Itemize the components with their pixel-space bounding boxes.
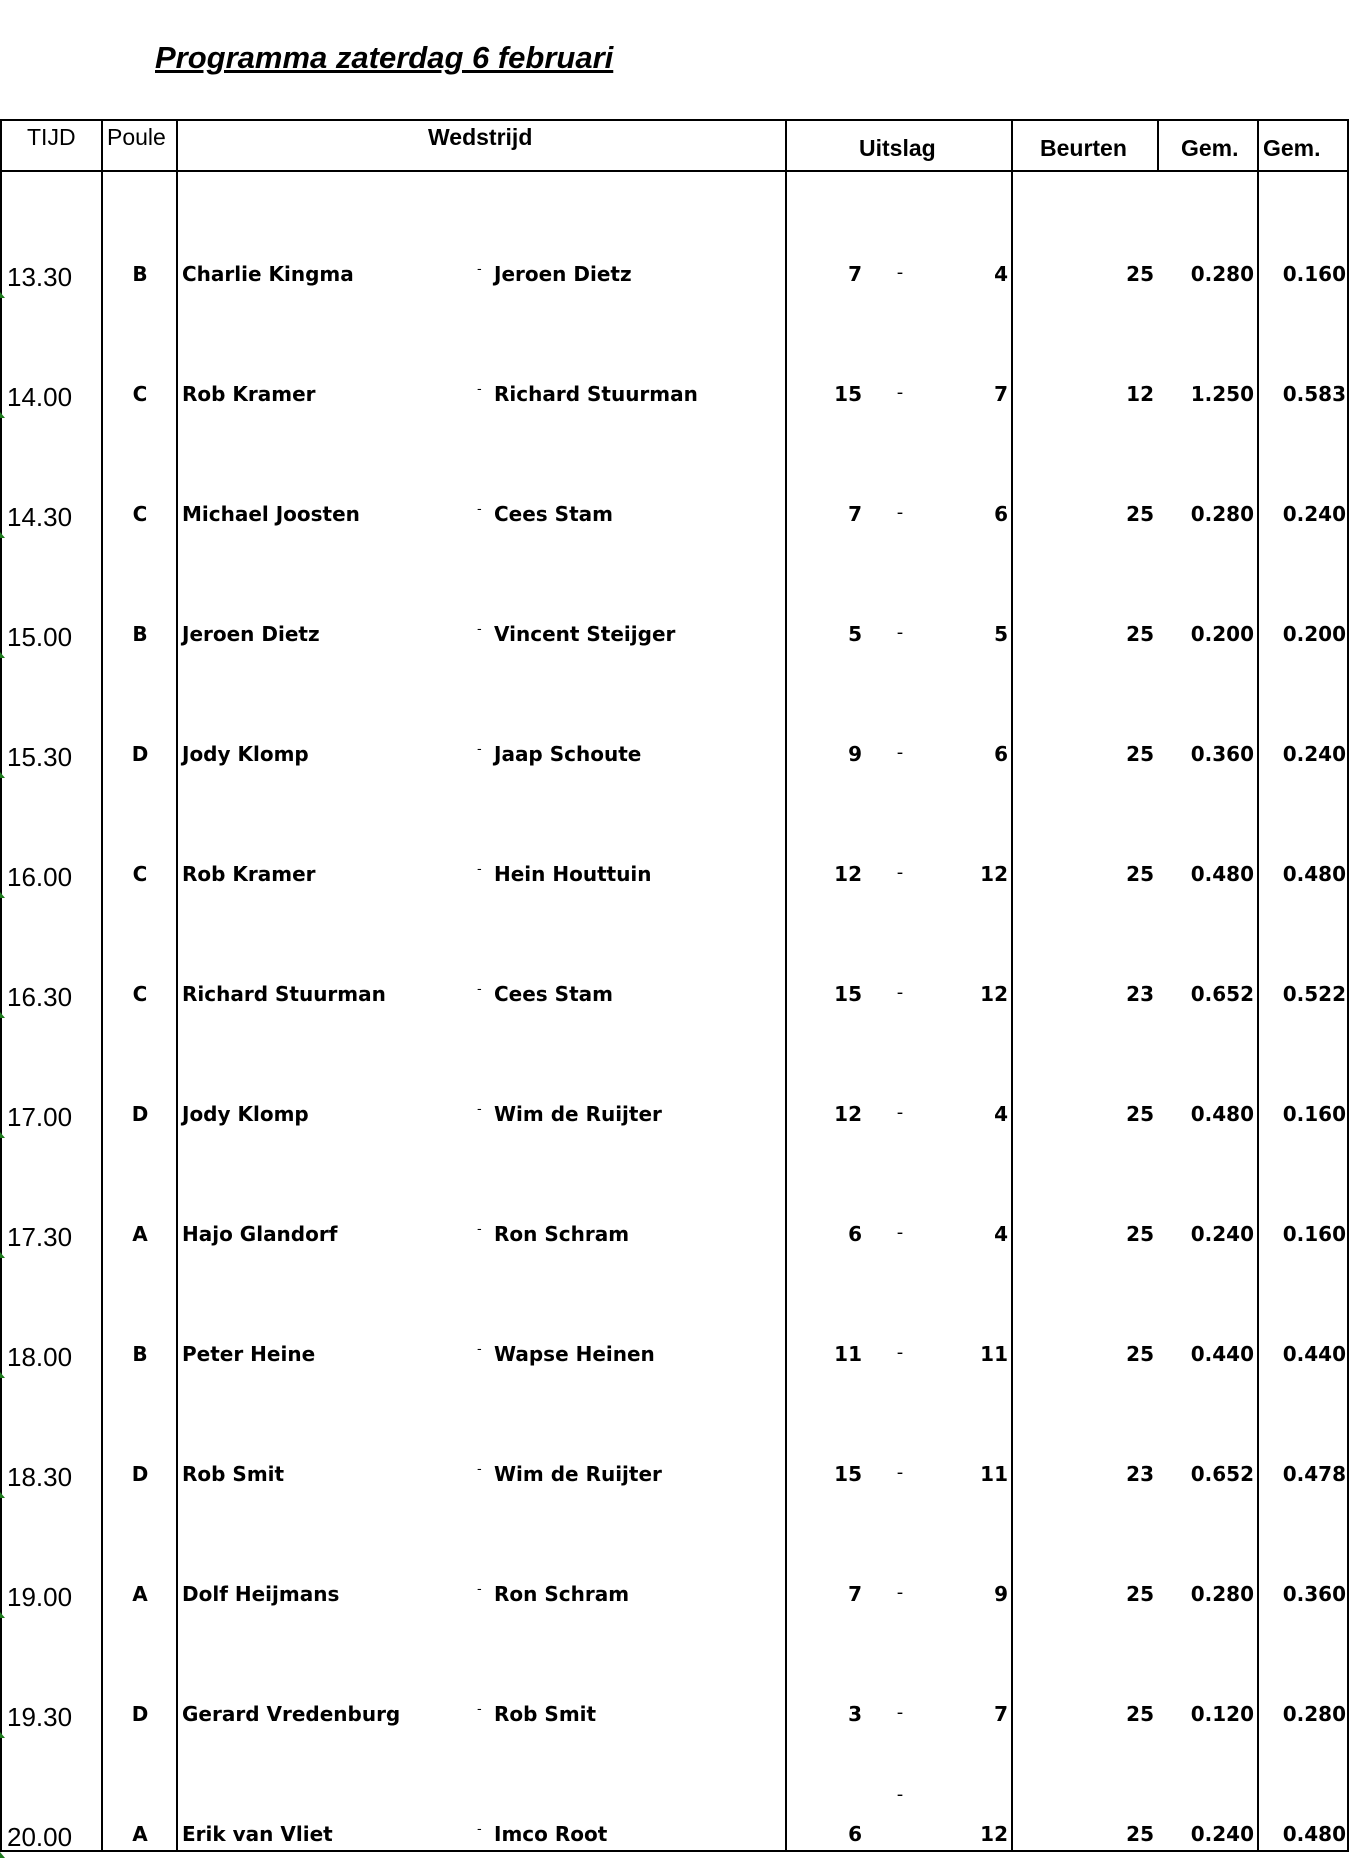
- gem1-cell: 0.240: [1190, 1822, 1254, 1846]
- gem2-cell: 0.480: [1282, 862, 1346, 886]
- poule-cell: C: [132, 862, 148, 886]
- score2-cell: 6: [994, 742, 1008, 766]
- score2-cell: 11: [980, 1462, 1008, 1486]
- gem2-cell: 0.240: [1282, 502, 1346, 526]
- player2-cell: Vincent Steijger: [494, 622, 676, 646]
- score1-cell: 12: [834, 862, 862, 886]
- header-poule: Poule: [107, 124, 166, 150]
- beurten-cell: 25: [1126, 1222, 1154, 1246]
- gem2-cell: 0.522: [1282, 982, 1346, 1006]
- gem1-cell: 0.652: [1190, 1462, 1254, 1486]
- player2-cell: Cees Stam: [494, 982, 613, 1006]
- beurten-cell: 12: [1126, 382, 1154, 406]
- score1-cell: 6: [848, 1222, 862, 1246]
- comment-marker-icon: [0, 412, 5, 418]
- gem2-cell: 0.160: [1282, 262, 1346, 286]
- player1-cell: Jody Klomp: [182, 742, 309, 766]
- comment-marker-icon: [0, 1372, 5, 1378]
- poule-cell: C: [132, 502, 148, 526]
- gem2-cell: 0.160: [1282, 1102, 1346, 1126]
- player2-cell: Wim de Ruijter: [494, 1102, 662, 1126]
- comment-marker-icon: [0, 652, 5, 658]
- score-separator: -: [896, 1222, 904, 1243]
- score2-cell: 4: [994, 262, 1008, 286]
- beurten-cell: 25: [1126, 1342, 1154, 1366]
- table-row: [0, 1462, 1349, 1502]
- header-gem-2: Gem.: [1263, 135, 1321, 161]
- beurten-cell: 25: [1126, 1102, 1154, 1126]
- score2-cell: 7: [994, 1702, 1008, 1726]
- score-separator: -: [896, 862, 904, 883]
- score1-cell: 15: [834, 982, 862, 1006]
- comment-marker-icon: [0, 1492, 5, 1498]
- score1-cell: 15: [834, 382, 862, 406]
- score2-cell: 7: [994, 382, 1008, 406]
- time-cell: 20.00: [7, 1822, 73, 1852]
- match-separator: -: [477, 502, 482, 517]
- table-row: [0, 502, 1349, 542]
- score2-cell: 12: [980, 1822, 1008, 1846]
- time-cell: 18.30: [7, 1462, 73, 1492]
- time-cell: 15.30: [7, 742, 73, 772]
- gem1-cell: 0.280: [1190, 502, 1254, 526]
- score-separator: -: [896, 1102, 904, 1123]
- match-separator: -: [477, 622, 482, 637]
- gem1-cell: 0.200: [1190, 622, 1254, 646]
- player1-cell: Rob Smit: [182, 1462, 285, 1486]
- poule-cell: D: [131, 1102, 149, 1126]
- gem2-cell: 0.160: [1282, 1222, 1346, 1246]
- score2-cell: 12: [980, 862, 1008, 886]
- beurten-cell: 25: [1126, 1582, 1154, 1606]
- gem2-cell: 0.280: [1282, 1702, 1346, 1726]
- score2-cell: 12: [980, 982, 1008, 1006]
- page-title: Programma zaterdag 6 februari: [155, 40, 614, 75]
- score-separator: -: [896, 1462, 904, 1483]
- poule-cell: A: [132, 1582, 148, 1606]
- score1-cell: 7: [848, 262, 862, 286]
- table-row: [0, 1702, 1349, 1742]
- beurten-cell: 25: [1126, 1702, 1154, 1726]
- time-cell: 16.30: [7, 982, 73, 1012]
- time-cell: 17.30: [7, 1222, 73, 1252]
- score-separator: -: [896, 262, 904, 283]
- player1-cell: Erik van Vliet: [182, 1822, 333, 1846]
- player1-cell: Hajo Glandorf: [182, 1222, 338, 1246]
- score1-cell: 12: [834, 1102, 862, 1126]
- score2-cell: 6: [994, 502, 1008, 526]
- beurten-cell: 23: [1126, 982, 1154, 1006]
- match-separator: -: [477, 1222, 482, 1237]
- score-separator: -: [896, 1582, 904, 1603]
- beurten-cell: 25: [1126, 862, 1154, 886]
- match-separator: -: [477, 382, 482, 397]
- player1-cell: Rob Kramer: [182, 862, 316, 886]
- gem2-cell: 0.583: [1282, 382, 1346, 406]
- poule-cell: B: [132, 1342, 148, 1366]
- poule-cell: C: [132, 982, 148, 1006]
- beurten-cell: 25: [1126, 502, 1154, 526]
- time-cell: 19.00: [7, 1582, 73, 1612]
- score1-cell: 9: [848, 742, 862, 766]
- table-row: [0, 262, 1349, 302]
- score-separator: -: [896, 1342, 904, 1363]
- table-row: [0, 1102, 1349, 1142]
- match-separator: -: [477, 1822, 482, 1837]
- beurten-cell: 25: [1126, 622, 1154, 646]
- match-separator: -: [477, 1462, 482, 1477]
- comment-marker-icon: [0, 1012, 5, 1018]
- comment-marker-icon: [0, 532, 5, 538]
- score-separator: -: [896, 382, 904, 403]
- player2-cell: Wapse Heinen: [494, 1342, 655, 1366]
- gem1-cell: 0.480: [1190, 862, 1254, 886]
- gem2-cell: 0.200: [1282, 622, 1346, 646]
- score-separator: -: [896, 502, 904, 523]
- table-row: [0, 1784, 1349, 1862]
- table-row: [0, 742, 1349, 782]
- score-separator: -: [896, 1784, 904, 1805]
- player2-cell: Wim de Ruijter: [494, 1462, 662, 1486]
- gem1-cell: 0.120: [1190, 1702, 1254, 1726]
- gem1-cell: 0.652: [1190, 982, 1254, 1006]
- player2-cell: Jaap Schoute: [494, 742, 642, 766]
- player2-cell: Jeroen Dietz: [494, 262, 632, 286]
- table-row: [0, 1222, 1349, 1262]
- gem1-cell: 0.440: [1190, 1342, 1254, 1366]
- player2-cell: Ron Schram: [494, 1222, 630, 1246]
- comment-marker-icon: [0, 1612, 5, 1618]
- table-row: [0, 1582, 1349, 1622]
- score-separator: -: [896, 622, 904, 643]
- table-row: [0, 862, 1349, 902]
- table-row: [0, 382, 1349, 422]
- score2-cell: 9: [994, 1582, 1008, 1606]
- score-separator: -: [896, 1702, 904, 1723]
- poule-cell: B: [132, 622, 148, 646]
- gem1-cell: 1.250: [1190, 382, 1254, 406]
- player1-cell: Richard Stuurman: [182, 982, 386, 1006]
- player1-cell: Dolf Heijmans: [182, 1582, 340, 1606]
- col-divider-beurten: [1157, 119, 1159, 171]
- player1-cell: Gerard Vredenburg: [182, 1702, 401, 1726]
- time-cell: 16.00: [7, 862, 73, 892]
- score1-cell: 6: [848, 1822, 862, 1846]
- time-cell: 14.00: [7, 382, 73, 412]
- player2-cell: Cees Stam: [494, 502, 613, 526]
- player1-cell: Michael Joosten: [182, 502, 360, 526]
- score2-cell: 4: [994, 1222, 1008, 1246]
- gem2-cell: 0.240: [1282, 742, 1346, 766]
- table-row: [0, 622, 1349, 662]
- comment-marker-icon: [0, 1732, 5, 1738]
- player1-cell: Peter Heine: [182, 1342, 316, 1366]
- score2-cell: 11: [980, 1342, 1008, 1366]
- gem2-cell: 0.360: [1282, 1582, 1346, 1606]
- match-separator: -: [477, 1342, 482, 1357]
- score1-cell: 7: [848, 502, 862, 526]
- gem1-cell: 0.240: [1190, 1222, 1254, 1246]
- beurten-cell: 25: [1126, 742, 1154, 766]
- match-separator: -: [477, 982, 482, 997]
- table-row: [0, 1342, 1349, 1382]
- poule-cell: C: [132, 382, 148, 406]
- time-cell: 18.00: [7, 1342, 73, 1372]
- table-top-border: [0, 119, 1349, 121]
- score-separator: -: [896, 982, 904, 1003]
- gem2-cell: 0.480: [1282, 1822, 1346, 1846]
- gem1-cell: 0.280: [1190, 262, 1254, 286]
- gem1-cell: 0.360: [1190, 742, 1254, 766]
- poule-cell: D: [131, 1702, 149, 1726]
- match-separator: -: [477, 742, 482, 757]
- score1-cell: 5: [848, 622, 862, 646]
- match-separator: -: [477, 1102, 482, 1117]
- comment-marker-icon: [0, 1252, 5, 1258]
- beurten-cell: 23: [1126, 1462, 1154, 1486]
- comment-marker-icon: [0, 892, 5, 898]
- poule-cell: A: [132, 1822, 148, 1846]
- poule-cell: D: [131, 742, 149, 766]
- time-cell: 15.00: [7, 622, 73, 652]
- poule-cell: D: [131, 1462, 149, 1486]
- header-gem-1: Gem.: [1181, 135, 1239, 161]
- header-tijd: TIJD: [27, 124, 76, 150]
- player2-cell: Hein Houttuin: [494, 862, 652, 886]
- player1-cell: Jeroen Dietz: [182, 622, 320, 646]
- score1-cell: 11: [834, 1342, 862, 1366]
- poule-cell: B: [132, 262, 148, 286]
- comment-marker-icon: [0, 1132, 5, 1138]
- player2-cell: Imco Root: [494, 1822, 608, 1846]
- time-cell: 17.00: [7, 1102, 73, 1132]
- player2-cell: Richard Stuurman: [494, 382, 698, 406]
- score1-cell: 15: [834, 1462, 862, 1486]
- match-separator: -: [477, 862, 482, 877]
- header-uitslag: Uitslag: [859, 135, 936, 161]
- gem2-cell: 0.478: [1282, 1462, 1346, 1486]
- match-separator: -: [477, 1582, 482, 1597]
- player2-cell: Ron Schram: [494, 1582, 630, 1606]
- poule-cell: A: [132, 1222, 148, 1246]
- score1-cell: 7: [848, 1582, 862, 1606]
- match-separator: -: [477, 1702, 482, 1717]
- header-wedstrijd: Wedstrijd: [428, 124, 533, 150]
- score2-cell: 4: [994, 1102, 1008, 1126]
- player1-cell: Charlie Kingma: [182, 262, 354, 286]
- header-bottom-border: [0, 170, 1349, 172]
- score1-cell: 3: [848, 1702, 862, 1726]
- beurten-cell: 25: [1126, 262, 1154, 286]
- gem1-cell: 0.280: [1190, 1582, 1254, 1606]
- comment-marker-icon: [0, 292, 5, 298]
- score-separator: -: [896, 742, 904, 763]
- player1-cell: Jody Klomp: [182, 1102, 309, 1126]
- header-beurten: Beurten: [1040, 135, 1127, 161]
- match-separator: -: [477, 262, 482, 277]
- score2-cell: 5: [994, 622, 1008, 646]
- comment-marker-icon: [0, 772, 5, 778]
- table-row: [0, 982, 1349, 1022]
- gem2-cell: 0.440: [1282, 1342, 1346, 1366]
- beurten-cell: 25: [1126, 1822, 1154, 1846]
- time-cell: 13.30: [7, 262, 73, 292]
- player2-cell: Rob Smit: [494, 1702, 597, 1726]
- player1-cell: Rob Kramer: [182, 382, 316, 406]
- time-cell: 19.30: [7, 1702, 73, 1732]
- gem1-cell: 0.480: [1190, 1102, 1254, 1126]
- time-cell: 14.30: [7, 502, 73, 532]
